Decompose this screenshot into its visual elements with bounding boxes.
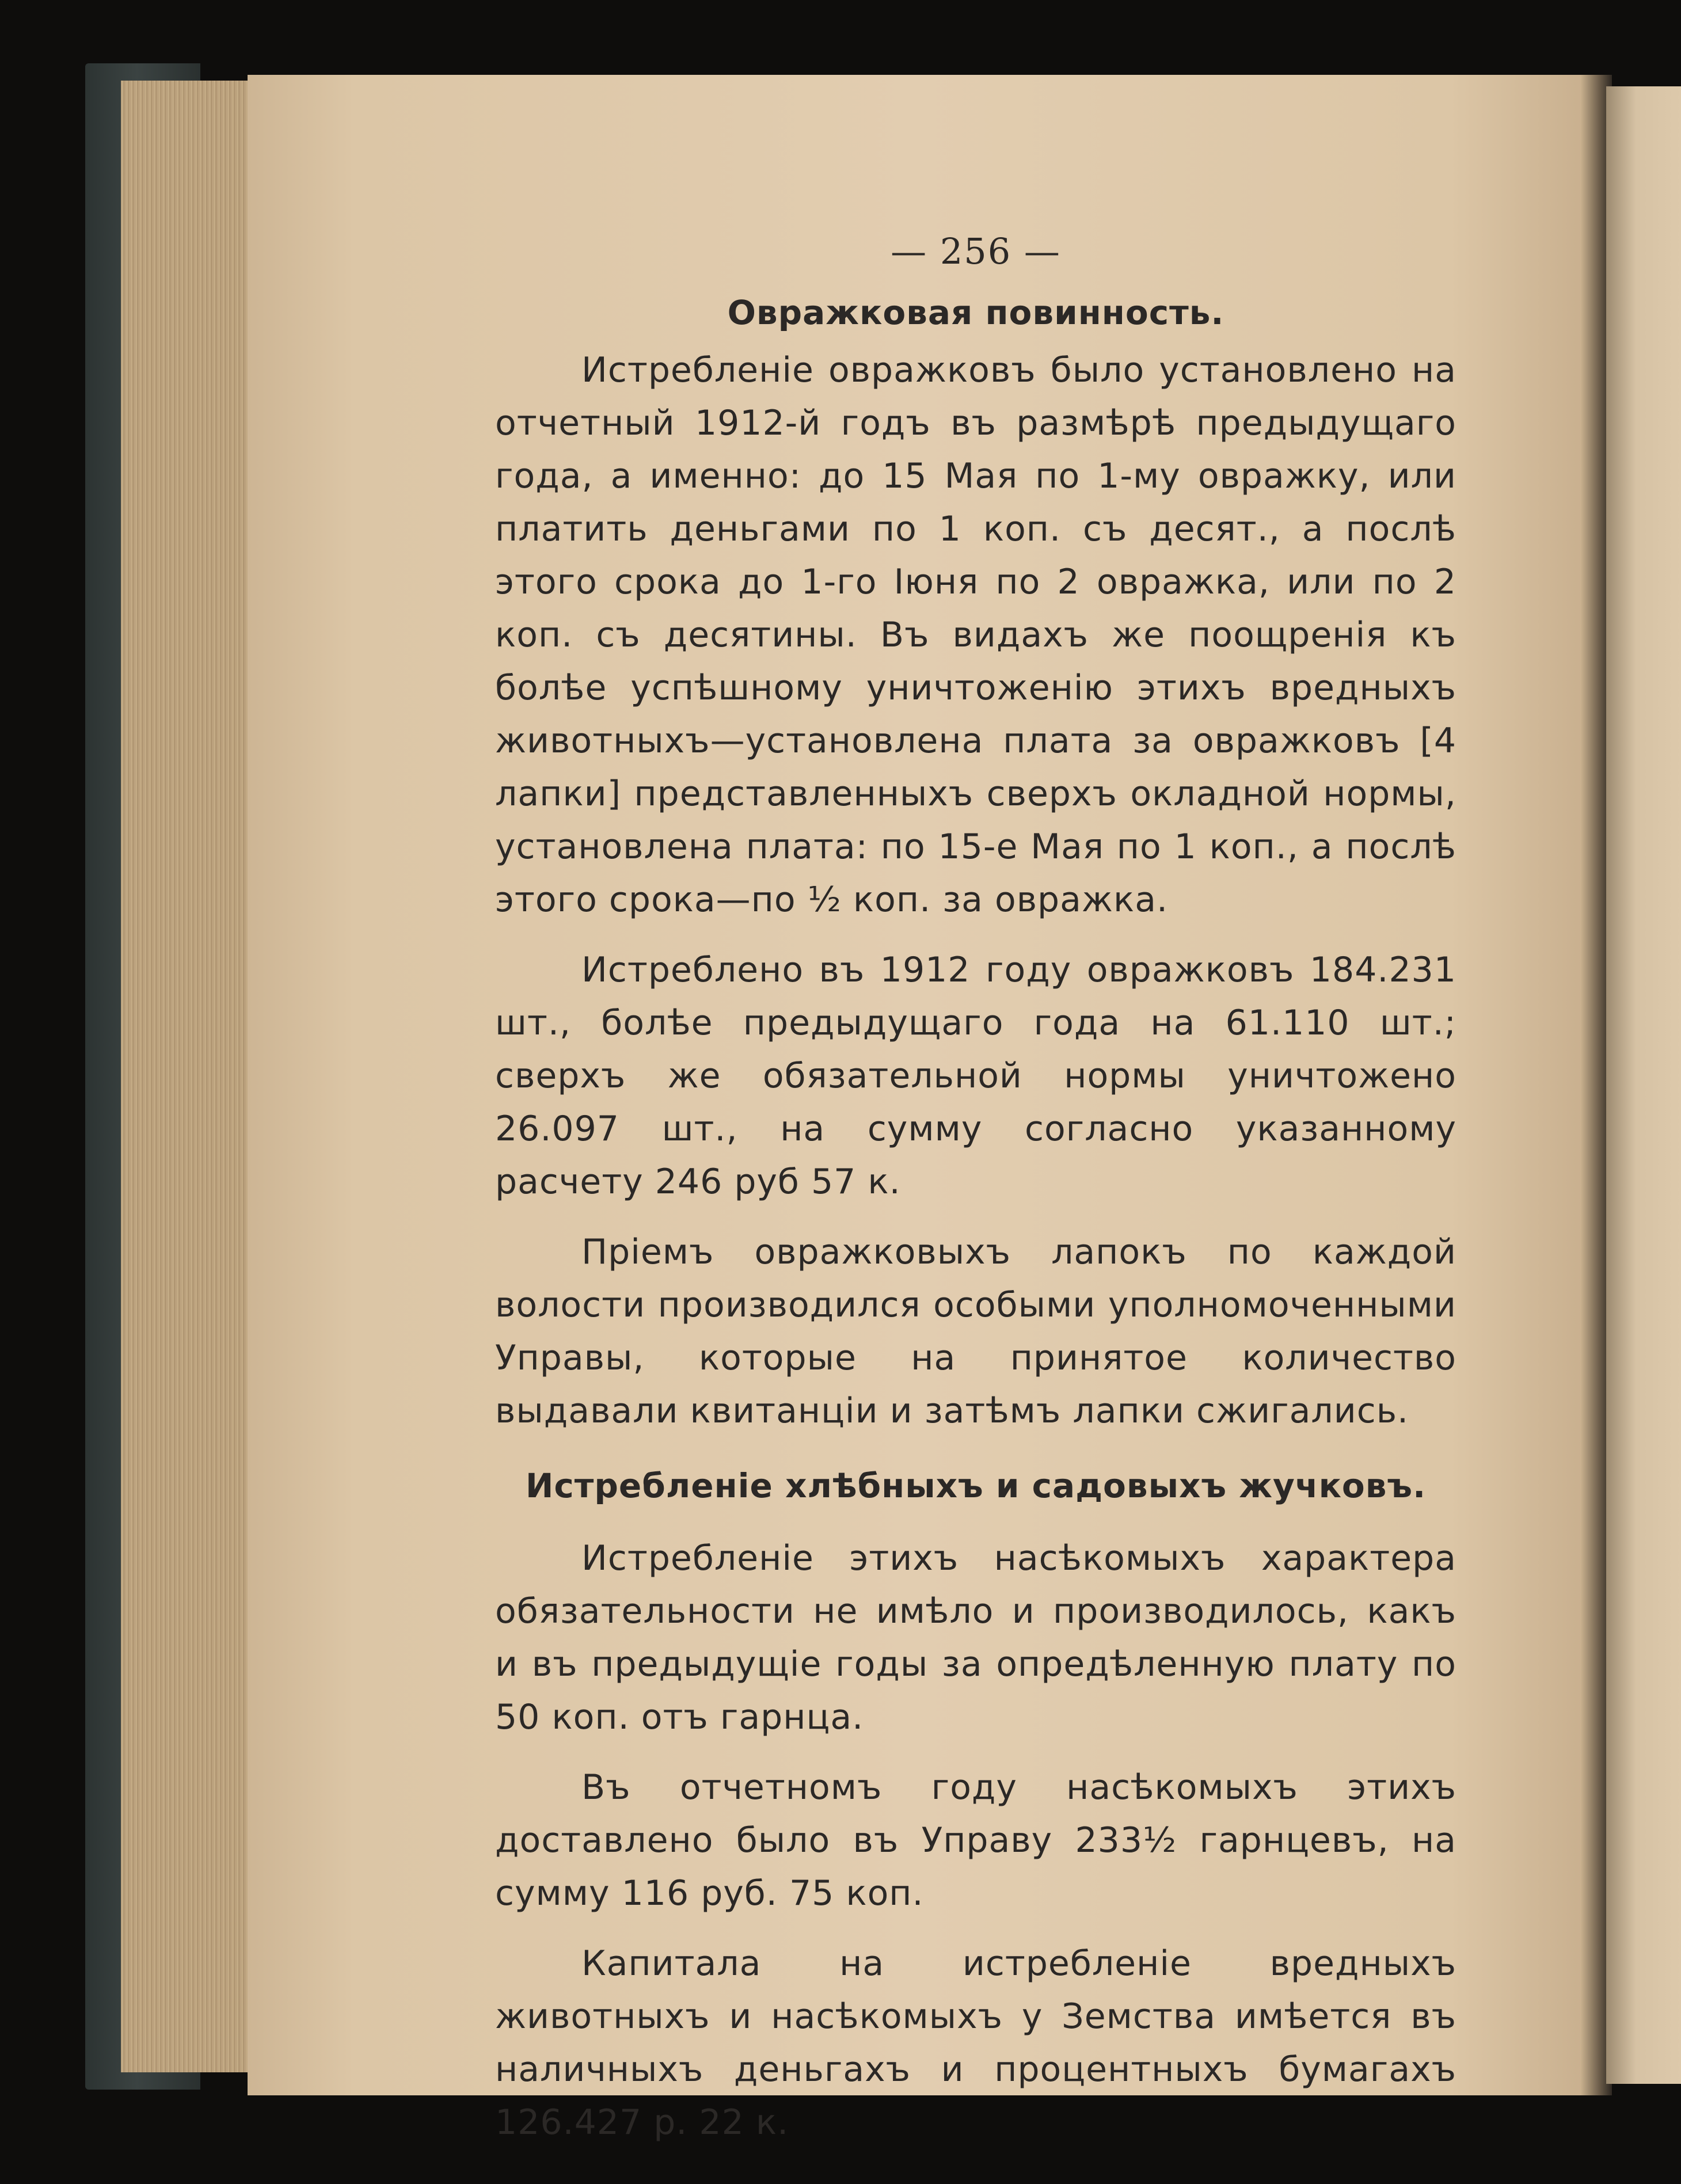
paragraph: Пріемъ овражковыхъ лапокъ по каждой волости производился особыми уполномоченными Управы, которые на принятое количество выдавали квитанціи и затѣмъ лапки сжигались.: [495, 1232, 1456, 1431]
paragraph: Истребленіе овражковъ было установлено на отчетный 1912-й годъ въ размѣрѣ предыдущаго года, а именно: до 15 Мая по 1-му овражку, или платить деньгами по 1 коп. съ десят., а послѣ этого срока до 1-го Іюня по 2 овражка, или по 2 коп. съ десятины. Въ видахъ же поощренія къ болѣе успѣшному уничтоженію этихъ вредныхъ животныхъ—установлена плата за овражковъ [4 лапки] представленныхъ сверхъ окладной нормы, установлена плата: по 15-е Мая по 1 коп., а послѣ этого срока—по ½ коп. за овражка.: [495, 350, 1456, 920]
paragraph: Истреблено въ 1912 году овражковъ 184.231 шт., болѣе предыдущаго года на 61.110 шт.; сверхъ же обязательной нормы уничтожено 26.097 шт., на сумму согласно указанному расчету 246 руб 57 к.: [495, 950, 1456, 1202]
paragraph: Истребленіе этихъ насѣкомыхъ характера обязательности не имѣло и производилось, какъ и въ предыдущіе годы за опредѣленную плату по 50 коп. отъ гарнца.: [495, 1538, 1456, 1737]
page-number: — 256 —: [891, 230, 1061, 272]
paragraph: Въ отчетномъ году насѣкомыхъ этихъ доставлено было въ Управу 233½ гарнцевъ, на сумму 116 руб. 75 коп.: [495, 1767, 1456, 1913]
section-heading-ovrazhki: Овражковая повинность.: [727, 293, 1224, 332]
section-heading-zhuchki: Истребленіе хлѣбныхъ и садовыхъ жучковъ.: [525, 1466, 1427, 1505]
page-edges: [121, 81, 265, 2072]
paragraph: Капитала на истребленіе вредныхъ животныхъ и насѣкомыхъ у Земства имѣется въ наличныхъ деньгахъ и процентныхъ бумагахъ 126.427 р. 22 к.: [495, 1943, 1456, 2143]
facing-page-fragment: [1606, 86, 1681, 2084]
page-text-block: [495, 230, 1456, 2149]
